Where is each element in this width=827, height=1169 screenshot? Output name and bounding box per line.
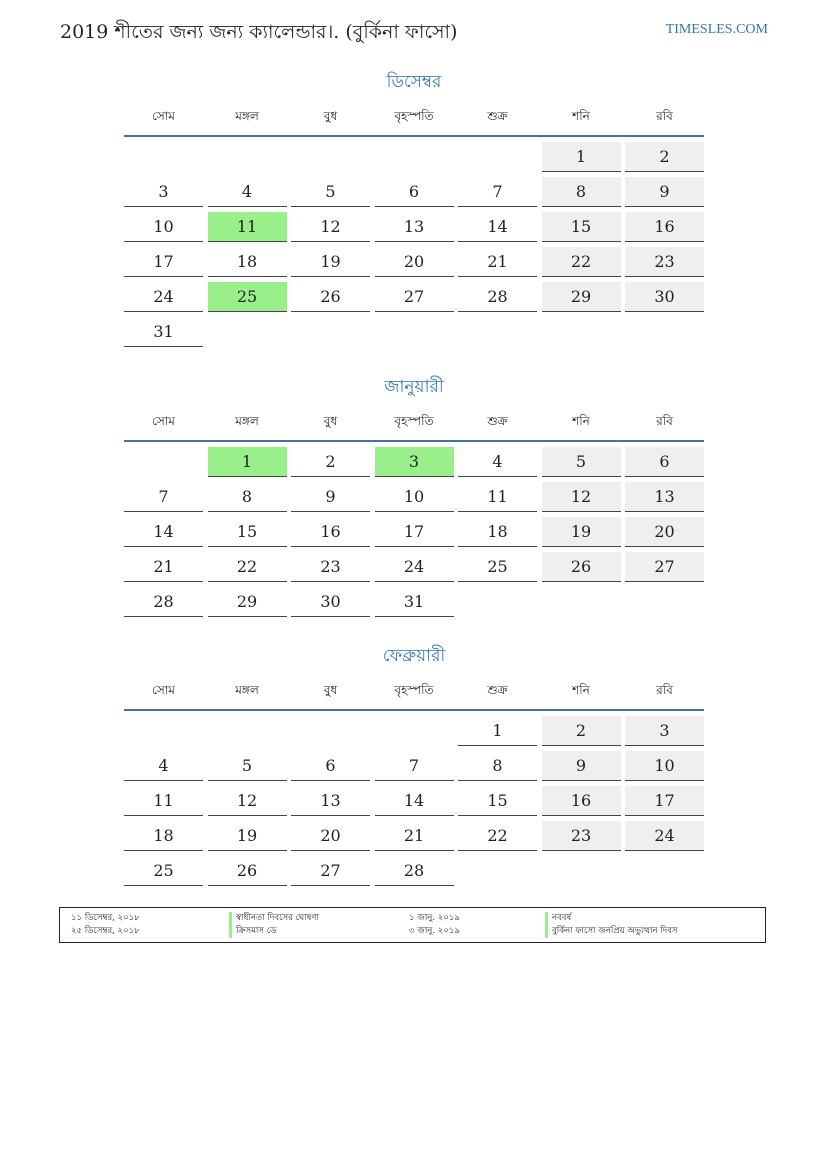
day-cell[interactable]: 6 [375,177,454,207]
day-cell[interactable]: 27 [625,552,704,582]
day-cell[interactable]: 20 [375,247,454,277]
empty-cell [124,716,203,746]
day-cell[interactable]: 7 [375,751,454,781]
weekday-label: শুক্র [487,109,508,123]
legend-row [60,912,765,925]
legend-date: ৩ জানু. ২০১৯ [409,926,460,936]
day-grid [124,447,704,617]
day-cell[interactable]: 16 [625,212,704,242]
site-link[interactable]: TIMESLES.COM [665,22,768,37]
day-cell[interactable]: 6 [291,751,370,781]
day-grid [124,142,704,347]
day-cell[interactable]: 19 [208,821,287,851]
day-cell[interactable]: 11 [208,212,287,242]
legend-holiday-name: ক্রিসমাস ডে [229,925,276,938]
day-cell[interactable]: 1 [208,447,287,477]
legend-holiday-name: স্বাধীনতা দিবসের ঘোষণা [229,912,319,925]
weekday-label: শনি [572,683,590,697]
day-cell[interactable]: 25 [458,552,537,582]
weekday-label: রবি [656,109,673,123]
weekday-label: বুধ [323,414,338,428]
weekday-header [124,106,704,137]
day-cell[interactable]: 17 [375,517,454,547]
day-cell[interactable]: 7 [458,177,537,207]
empty-cell [124,447,203,477]
day-cell[interactable]: 18 [124,821,203,851]
day-cell[interactable]: 3 [625,716,704,746]
weekday-label: বুধ [323,683,338,697]
day-cell[interactable]: 25 [208,282,287,312]
day-cell[interactable]: 11 [124,786,203,816]
day-cell[interactable]: 4 [124,751,203,781]
day-cell[interactable]: 9 [291,482,370,512]
legend-holiday-name: নববর্ষ [545,912,571,925]
day-cell[interactable]: 28 [124,587,203,617]
day-cell[interactable]: 19 [542,517,621,547]
day-cell[interactable]: 5 [542,447,621,477]
day-cell[interactable]: 2 [625,142,704,172]
day-cell[interactable]: 24 [375,552,454,582]
day-cell[interactable]: 3 [124,177,203,207]
day-cell[interactable]: 13 [625,482,704,512]
day-cell[interactable]: 14 [124,517,203,547]
day-cell[interactable]: 29 [208,587,287,617]
day-cell[interactable]: 10 [375,482,454,512]
day-cell[interactable]: 8 [208,482,287,512]
empty-cell [291,142,370,172]
day-cell[interactable]: 24 [124,282,203,312]
day-cell[interactable]: 14 [458,212,537,242]
day-cell[interactable]: 5 [208,751,287,781]
weekday-label: বৃহস্পতি [394,414,434,428]
day-cell[interactable]: 10 [625,751,704,781]
empty-cell [208,716,287,746]
weekday-label: সোম [152,414,175,428]
weekday-label: মঙ্গল [235,683,259,697]
day-cell[interactable]: 9 [542,751,621,781]
day-cell[interactable]: 30 [291,587,370,617]
day-cell[interactable]: 29 [542,282,621,312]
weekday-label: মঙ্গল [235,109,259,123]
day-cell[interactable]: 22 [458,821,537,851]
day-cell[interactable]: 26 [542,552,621,582]
legend-holiday-name: বুর্কিনা ফাসো জনপ্রিয় অভ্যুত্থান দিবস [545,925,678,938]
day-cell[interactable]: 13 [291,786,370,816]
day-cell[interactable]: 12 [542,482,621,512]
day-cell[interactable]: 31 [124,317,203,347]
day-cell[interactable]: 4 [458,447,537,477]
day-cell[interactable]: 1 [542,142,621,172]
day-cell[interactable]: 26 [291,282,370,312]
day-cell[interactable]: 20 [291,821,370,851]
empty-cell [458,142,537,172]
month-calendar [124,644,704,886]
legend-date: ১ জানু. ২০১৯ [409,913,460,923]
day-cell[interactable]: 22 [208,552,287,582]
day-cell[interactable]: 8 [542,177,621,207]
month-name: ডিসেম্বর [386,72,442,92]
month-calendar [124,70,704,347]
day-cell[interactable]: 28 [375,856,454,886]
day-cell[interactable]: 21 [124,552,203,582]
weekday-label: রবি [656,683,673,697]
day-cell[interactable]: 12 [291,212,370,242]
day-cell[interactable]: 25 [124,856,203,886]
day-cell[interactable]: 21 [375,821,454,851]
month-name: ফেব্রুয়ারী [382,646,446,666]
weekday-label: বৃহস্পতি [394,683,434,697]
weekday-label: শনি [572,109,590,123]
day-cell[interactable]: 30 [625,282,704,312]
day-cell[interactable]: 6 [625,447,704,477]
weekday-label: সোম [152,683,175,697]
weekday-label: মঙ্গল [235,414,259,428]
day-cell[interactable]: 31 [375,587,454,617]
day-cell[interactable]: 28 [458,282,537,312]
empty-cell [124,142,203,172]
day-cell[interactable]: 1 [458,716,537,746]
legend-row [60,925,765,938]
day-cell[interactable]: 23 [542,821,621,851]
weekday-label: সোম [152,109,175,123]
day-cell[interactable]: 17 [124,247,203,277]
day-cell[interactable]: 10 [124,212,203,242]
empty-cell [208,142,287,172]
day-cell[interactable]: 2 [542,716,621,746]
legend-date: ১১ ডিসেম্বর, ২০১৮ [71,913,140,923]
day-cell[interactable]: 5 [291,177,370,207]
day-cell[interactable]: 8 [458,751,537,781]
day-cell[interactable]: 21 [458,247,537,277]
day-cell[interactable]: 18 [458,517,537,547]
day-cell[interactable]: 7 [124,482,203,512]
empty-cell [291,716,370,746]
holiday-legend [59,907,766,943]
weekday-label: বৃহস্পতি [394,109,434,123]
day-cell[interactable]: 22 [542,247,621,277]
month-calendar [124,375,704,617]
day-cell[interactable]: 27 [375,282,454,312]
day-cell[interactable]: 3 [375,447,454,477]
day-cell[interactable]: 12 [208,786,287,816]
day-cell[interactable]: 16 [291,517,370,547]
day-cell[interactable]: 2 [291,447,370,477]
empty-cell [375,142,454,172]
day-cell[interactable]: 27 [291,856,370,886]
day-cell[interactable]: 4 [208,177,287,207]
weekday-label: শুক্র [487,683,508,697]
empty-cell [375,716,454,746]
day-cell[interactable]: 15 [542,212,621,242]
day-cell[interactable]: 23 [291,552,370,582]
weekday-header [124,680,704,711]
day-cell[interactable]: 11 [458,482,537,512]
day-cell[interactable]: 16 [542,786,621,816]
legend-date: ২৫ ডিসেম্বর, ২০১৮ [71,926,140,936]
weekday-header [124,411,704,442]
day-cell[interactable]: 15 [208,517,287,547]
day-cell[interactable]: 26 [208,856,287,886]
weekday-label: বুধ [323,109,338,123]
day-cell[interactable]: 14 [375,786,454,816]
page-title: 2019 শীতের জন্য জন্য ক্যালেন্ডার।. (বুর্কিনা ফাসো) [60,21,458,43]
weekday-label: শুক্র [487,414,508,428]
day-grid [124,716,704,886]
day-cell[interactable]: 19 [291,247,370,277]
month-name: জানুয়ারী [384,377,444,397]
weekday-label: শনি [572,414,590,428]
day-cell[interactable]: 9 [625,177,704,207]
day-cell[interactable]: 17 [625,786,704,816]
day-cell[interactable]: 24 [625,821,704,851]
day-cell[interactable]: 13 [375,212,454,242]
day-cell[interactable]: 18 [208,247,287,277]
day-cell[interactable]: 15 [458,786,537,816]
day-cell[interactable]: 20 [625,517,704,547]
day-cell[interactable]: 23 [625,247,704,277]
weekday-label: রবি [656,414,673,428]
